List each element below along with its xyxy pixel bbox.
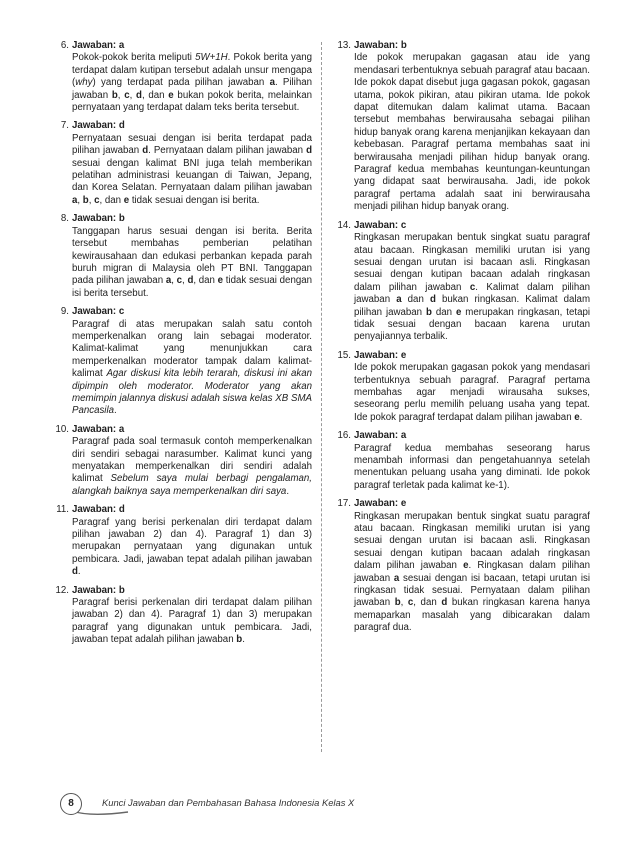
- answer-key: Jawaban: a: [72, 40, 125, 51]
- answer-number: 12.: [55, 584, 69, 596]
- answer-item: [48, 585, 312, 647]
- answer-item: [330, 498, 590, 634]
- answer-explanation: Pokok-pokok berita meliputi 5W+1H. Pokok berita yang terdapat dalam kutipan tersebut adalah unsur mengapa (why) yang terdapat pada pilihan jawaban a. Pilihan jawaban b, c, d, dan e bukan pokok berita, melainkan pernyataan yang terdapat dalam teks berita tersebut.: [72, 52, 313, 114]
- answer-explanation: Ringkasan merupakan bentuk singkat suatu paragraf atau bacaan. Ringkasan memiliki urutan isi yang sesuai dengan urutan isi bacaan asli. Ringkasan sesuai dengan kutipan bacaan adalah ringkasan dalam pilihan jawaban e. Ringkasan dalam pilihan jawaban a sesuai dengan isi bacaan, tetapi urutan isi ringkasan tidak sesuai. Pernyataan dalam pilihan jawaban b, c, dan d bukan ringkasan karena hanya memaparkan masalah yang dibicarakan dalam paragraf dua.: [354, 510, 591, 634]
- answer-item: [330, 220, 590, 344]
- answer-key: Jawaban: b: [72, 213, 125, 225]
- answer-key: Jawaban: c: [72, 306, 125, 318]
- answer-explanation: Pernyataan sesuai dengan isi berita terdapat pada pilihan jawaban d. Pernyataan dalam pilihan jawaban d sesuai dengan kalimat BNI juga telah memberikan pelatihan administrasi keuangan di Taiwan, Jepang, dan Korea Selatan. Pernyataan dalam pilihan jawaban a, b, c, dan e tidak sesuai dengan isi berita.: [72, 132, 312, 206]
- answer-key: Jawaban: a: [72, 423, 125, 435]
- answer-key: Jawaban: c: [354, 219, 407, 231]
- answer-key: Jawaban: e: [354, 349, 407, 361]
- answer-key: Jawaban: d: [72, 504, 125, 516]
- answer-number: 9.: [60, 306, 69, 318]
- answer-item: [48, 424, 312, 498]
- answer-item: [48, 120, 312, 207]
- answer-explanation: Paragraf kedua membahas seseorang harus menambah informasi dan pengetahuannya setelah menentukan peluang usaha yang diminati. Ide pokok paragraf terletak pada kalimat ke-1).: [354, 442, 590, 491]
- answer-item: [48, 213, 312, 300]
- answer-key: Jawaban: b: [354, 40, 407, 51]
- answer-explanation: Paragraf pada soal termasuk contoh memperkenalkan diri sendiri sebagai narasumber. Kalimat kunci yang menyatakan memperkenalkan diri sendiri adalah kalimat Sebelum saya mulai berbagi pengalaman, alangkah baiknya saya memperkenalkan diri saya.: [72, 436, 312, 497]
- answer-number: 7.: [60, 120, 69, 132]
- answer-explanation: Tanggapan harus sesuai dengan isi berita. Berita tersebut membahas pemberian pelatihan kewirausahaan dan edukasi perbankan kepada parah buruh migran di Malaysia oleh PT BNI. Tanggapan pada pilihan jawaban a, c, d, dan e tidak sesuai dengan isi berita tersebut.: [72, 225, 312, 299]
- answer-explanation: Ide pokok merupakan gagasan pokok yang mendasari terbentuknya sebuah paragraf. Paragraf pertama membahas agar menjadi wirausaha sukses, seseorang perlu memilih peluang usaha yang tepat. Ide pokok paragraf terdapat dalam pilihan jawaban e.: [354, 362, 590, 423]
- answer-item: [48, 504, 312, 578]
- answer-number: 17.: [337, 498, 351, 510]
- answer-column-left: [48, 40, 312, 653]
- answer-explanation: Ringkasan merupakan bentuk singkat suatu paragraf atau bacaan. Ringkasan memiliki urutan isi yang sesuai dengan urutan isi bacaan asli. Ringkasan sesuai dengan kutipan bacaan adalah ringkasan dalam pilihan jawaban c. Kalimat dalam pilihan jawaban a dan d bukan ringkasan. Kalimat dalam pilihan jawaban b dan e merupakan ringkasan, tetapi tidak sesuai dengan bacaan karena urutan penyajiannya terbalik.: [354, 232, 591, 343]
- answer-number: 13.: [337, 40, 351, 51]
- answer-column-right: [330, 40, 590, 641]
- answer-key: Jawaban: a: [354, 430, 407, 442]
- footer-title: Kunci Jawaban dan Pembahasan Bahasa Indonesia Kelas X: [102, 797, 355, 808]
- answer-item: [330, 40, 590, 214]
- answer-number: 8.: [60, 213, 69, 225]
- answer-key: Jawaban: b: [72, 584, 125, 596]
- answer-explanation: Ide pokok merupakan gagasan atau ide yang mendasari terbentuknya sebuah paragraf atau bacaan. Ide pokok dapat disebut juga gagasan pokok, gagasan utama, pokok pikiran, atau pikiran utama. Ide pokok dapat ditemukan dalam kalimat utama. Bacaan tersebut membahas berwirausaha sebagai pilihan hidup banyak orang karena menjanjikan kekayaan dan kebebasan. Paragraf pertama membahas saat ini berwirausaha menjadi pilihan hidup banyak orang. Paragraf kedua membahas keuntungan-keuntungan yang didapat saat berwirausaha. Jadi, ide pokok paragraf pertama adalah saat ini berwirausaha menjadi pilihan hidup banyak orang.: [354, 52, 590, 213]
- answer-key: Jawaban: e: [354, 498, 407, 510]
- column-divider: [321, 42, 322, 752]
- answer-number: 16.: [337, 430, 351, 442]
- answer-item: [330, 350, 590, 424]
- answer-number: 11.: [56, 504, 69, 516]
- answer-explanation: Paragraf berisi perkenalan diri terdapat dalam pilihan jawaban 2) dan 4). Paragraf 1) dan 3) merupakan paragraf yang digunakan untuk pembicara. Jadi, jawaban tepat adalah pilihan jawaban b.: [72, 597, 312, 646]
- answer-number: 14.: [337, 219, 351, 231]
- answer-item: [330, 430, 590, 492]
- answer-explanation: Paragraf di atas merupakan salah satu contoh memperkenalkan orang lain sebagai moderator. Kalimat-kalimat yang menunjukkan cara memperkenalkan moderator tampak dalam kalimat-kalimat Agar diskusi kita lebih terarah, diskusi ini akan dipimpin oleh moderator. Moderator yang akan memimpin jalannya diskusi adalah siswa kelas XB SMA Pancasila.: [72, 318, 312, 417]
- answer-explanation: Paragraf yang berisi perkenalan diri terdapat dalam pilihan jawaban 2) dan 4). Paragraf 1) dan 3) merupakan pernyataan yang digunakan untuk pembicara. Jadi, jawaban tepat adalah pilihan jawaban d.: [72, 516, 312, 578]
- answer-item: [48, 306, 312, 418]
- page-number: 8: [60, 793, 82, 815]
- answer-number: 10.: [55, 423, 69, 435]
- answer-key: Jawaban: d: [72, 120, 125, 132]
- answer-item: [48, 40, 312, 114]
- answer-number: 15.: [337, 349, 351, 361]
- answer-number: 6.: [60, 40, 69, 51]
